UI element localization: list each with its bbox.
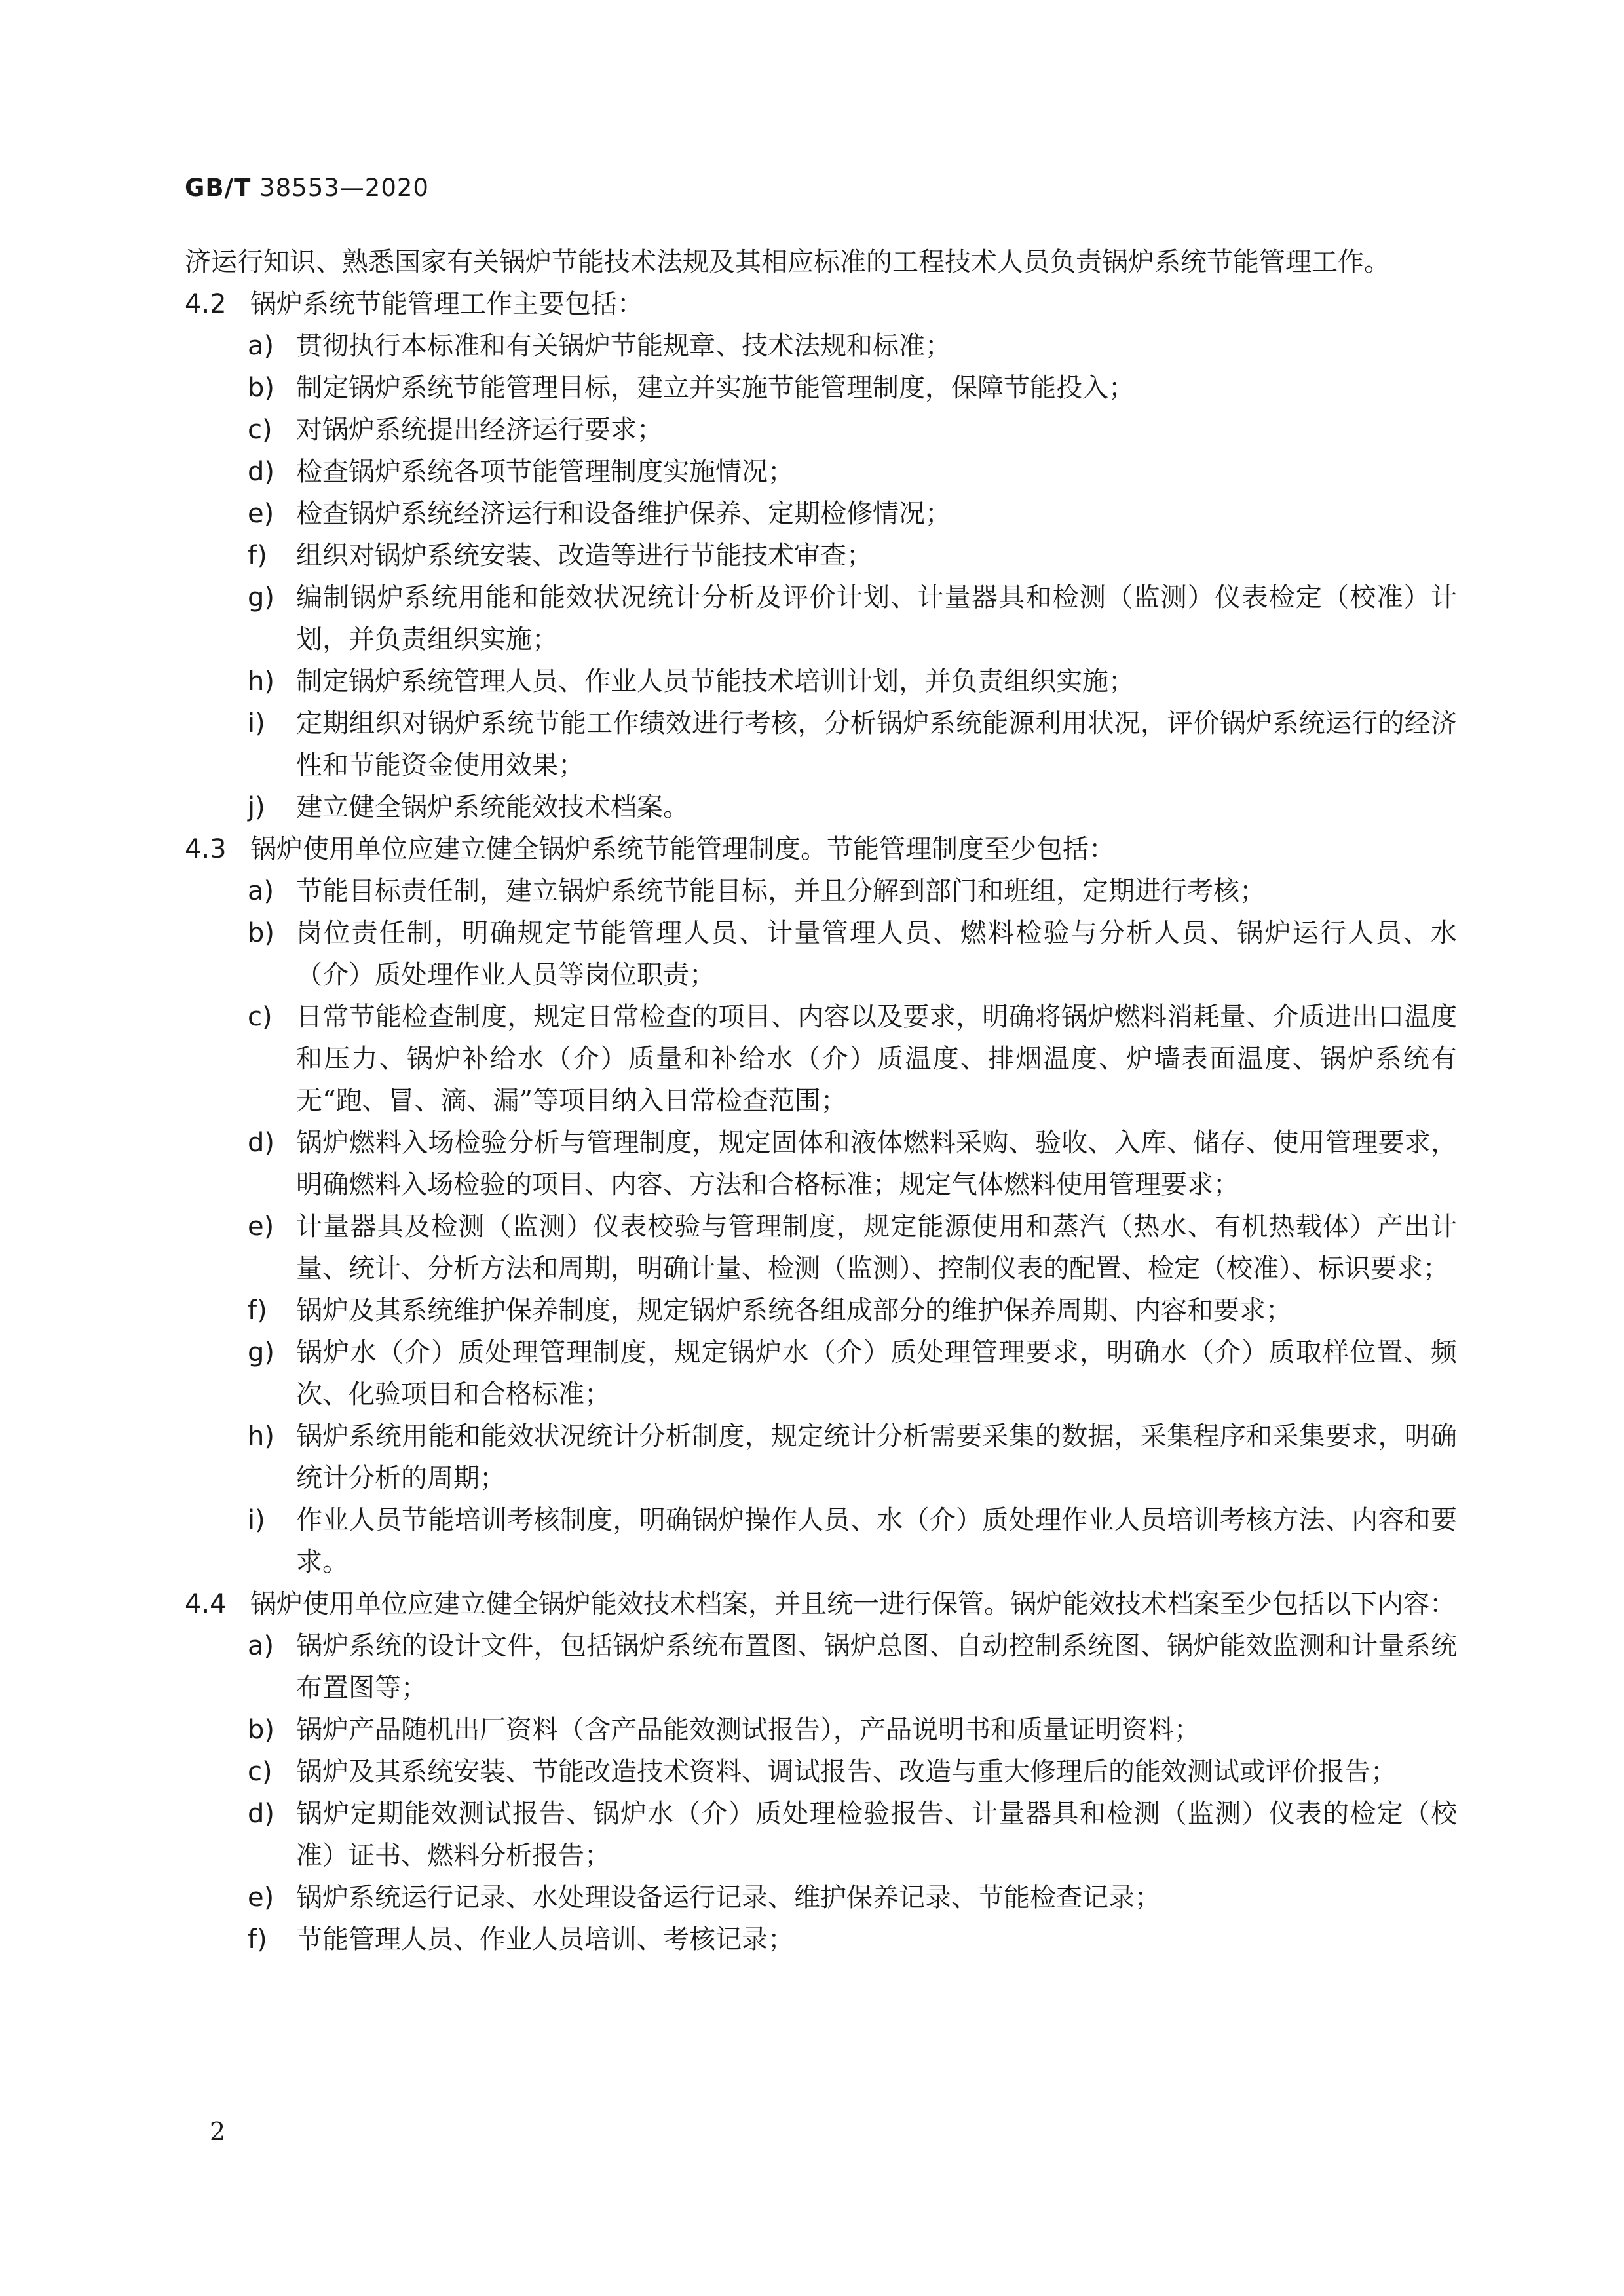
clause <box>185 1583 1457 1625</box>
list-item-label: a) <box>248 331 274 361</box>
list-item-text: 锅炉系统运行记录、水处理设备运行记录、维护保养记录、节能检查记录； <box>296 1883 1161 1913</box>
list-item <box>185 996 1457 1122</box>
list-item-text: 锅炉产品随机出厂资料（含产品能效测试报告），产品说明书和质量证明资料； <box>296 1715 1200 1745</box>
list-item <box>185 367 1457 409</box>
list-item-text: 岗位责任制，明确规定节能管理人员、计量管理人员、燃料检验与分析人员、锅炉运行人员、水（介）质处理作业人员等岗位职责； <box>296 918 1457 990</box>
list-item-label: i) <box>248 708 265 738</box>
list-item <box>185 1122 1457 1206</box>
standard-number: 38553—2020 <box>259 174 429 202</box>
list-item <box>185 409 1457 451</box>
clause <box>185 283 1457 325</box>
list-item <box>185 660 1457 702</box>
list-item <box>185 1877 1457 1919</box>
list-item <box>185 1919 1457 1961</box>
section-4-3 <box>185 828 1457 1583</box>
list-item <box>185 702 1457 786</box>
list-item-text: 锅炉及其系统安装、节能改造技术资料、调试报告、改造与重大修理后的能效测试或评价报告； <box>296 1757 1397 1787</box>
list-item-text: 组织对锅炉系统安装、改造等进行节能技术审查； <box>296 541 873 571</box>
clause-number: 4.2 <box>185 289 227 319</box>
list-item-label: g) <box>248 583 274 613</box>
list-item-label: d) <box>248 457 274 487</box>
list-item-text: 作业人员节能培训考核制度，明确锅炉操作人员、水（介）质处理作业人员培训考核方法、内容和要求。 <box>296 1505 1457 1577</box>
list-item <box>185 1290 1457 1331</box>
standard-prefix: GB/T <box>185 174 252 202</box>
list-item-text: 检查锅炉系统各项节能管理制度实施情况； <box>296 457 794 487</box>
list-item-label: c) <box>248 1002 273 1032</box>
list-item-label: j) <box>248 792 265 822</box>
section-4-4 <box>185 1583 1457 1961</box>
list-item-label: g) <box>248 1337 274 1368</box>
list-item-text: 锅炉及其系统维护保养制度，规定锅炉系统各组成部分的维护保养周期、内容和要求； <box>296 1295 1292 1326</box>
list-item-label: d) <box>248 1128 274 1158</box>
list-item-label: b) <box>248 918 274 948</box>
list-item-label: f) <box>248 541 267 571</box>
list-item <box>185 325 1457 367</box>
list-item-label: h) <box>248 1421 274 1451</box>
list-item <box>185 1206 1457 1290</box>
list-item-label: a) <box>248 1631 274 1661</box>
list-item-text: 锅炉定期能效测试报告、锅炉水（介）质处理检验报告、计量器具和检测（监测）仪表的检定（校准）证书、燃料分析报告； <box>296 1799 1457 1871</box>
list-item-label: e) <box>248 1883 274 1913</box>
list-item-label: f) <box>248 1295 267 1326</box>
list-item <box>185 912 1457 996</box>
list-item <box>185 1625 1457 1709</box>
page-number: 2 <box>210 2117 226 2146</box>
list-item <box>185 1331 1457 1415</box>
list-item-label: b) <box>248 373 274 403</box>
list-item <box>185 1415 1457 1499</box>
list-item-text: 制定锅炉系统管理人员、作业人员节能技术培训计划，并负责组织实施； <box>296 666 1135 697</box>
list-item-label: c) <box>248 415 273 445</box>
list-item-label: e) <box>248 1212 274 1242</box>
list-item-text: 检查锅炉系统经济运行和设备维护保养、定期检修情况； <box>296 499 951 529</box>
list-item <box>185 535 1457 577</box>
list-item-text: 制定锅炉系统节能管理目标，建立并实施节能管理制度，保障节能投入； <box>296 373 1135 403</box>
list-item-text: 日常节能检查制度，规定日常检查的项目、内容以及要求，明确将锅炉燃料消耗量、介质进出口温度和压力、锅炉补给水（介）质量和补给水（介）质温度、排烟温度、炉墙表面温度、锅炉系统有无“跑、冒、滴、漏”等项目纳入日常检查范围； <box>296 1002 1457 1116</box>
list-item-label: c) <box>248 1757 273 1787</box>
list-item <box>185 1709 1457 1751</box>
list-item <box>185 577 1457 660</box>
list-item-text: 节能目标责任制，建立锅炉系统节能目标，并且分解到部门和班组，定期进行考核； <box>296 876 1266 906</box>
clause-number: 4.4 <box>185 1589 227 1619</box>
continued-paragraph: 济运行知识、熟悉国家有关锅炉节能技术法规及其相应标准的工程技术人员负责锅炉系统节能管理工作。 <box>185 247 1390 277</box>
list-item-label: i) <box>248 1505 265 1535</box>
clause-number: 4.3 <box>185 834 227 864</box>
list-item-text: 计量器具及检测（监测）仪表校验与管理制度，规定能源使用和蒸汽（热水、有机热载体）产出计量、统计、分析方法和周期，明确计量、检测（监测）、控制仪表的配置、检定（校准）、标识要求； <box>296 1212 1457 1284</box>
list-item-text: 锅炉系统用能和能效状况统计分析制度，规定统计分析需要采集的数据，采集程序和采集要求，明确统计分析的周期； <box>296 1421 1457 1493</box>
list-item-text: 编制锅炉系统用能和能效状况统计分析及评价计划、计量器具和检测（监测）仪表检定（校准）计划，并负责组织实施； <box>296 583 1457 655</box>
list-item <box>185 1499 1457 1583</box>
list-item-label: a) <box>248 876 274 906</box>
list-item-label: e) <box>248 499 274 529</box>
list-item <box>185 870 1457 912</box>
document-body <box>185 241 1457 1961</box>
standard-code <box>185 172 429 204</box>
list-item-text: 锅炉水（介）质处理管理制度，规定锅炉水（介）质处理管理要求，明确水（介）质取样位置、频次、化验项目和合格标准； <box>296 1337 1457 1409</box>
list-item-text: 对锅炉系统提出经济运行要求； <box>296 415 663 445</box>
list-item-text: 节能管理人员、作业人员培训、考核记录； <box>296 1924 794 1955</box>
clause <box>185 828 1457 870</box>
section-4-2 <box>185 283 1457 828</box>
list-item-text: 锅炉燃料入场检验分析与管理制度，规定固体和液体燃料采购、验收、入库、储存、使用管理要求，明确燃料入场检验的项目、内容、方法和合格标准；规定气体燃料使用管理要求； <box>296 1128 1457 1200</box>
list-item-label: h) <box>248 666 274 697</box>
list-item <box>185 1793 1457 1877</box>
list-item-label: f) <box>248 1924 267 1955</box>
list-item-label: b) <box>248 1715 274 1745</box>
list-item-label: d) <box>248 1799 274 1829</box>
clause-text: 锅炉系统节能管理工作主要包括： <box>250 289 643 319</box>
list-item-text: 建立健全锅炉系统能效技术档案。 <box>296 792 689 822</box>
list-item-text: 锅炉系统的设计文件，包括锅炉系统布置图、锅炉总图、自动控制系统图、锅炉能效监测和计量系统布置图等； <box>296 1631 1457 1703</box>
list-item <box>185 786 1457 828</box>
list-item <box>185 1751 1457 1793</box>
clause-text: 锅炉使用单位应建立健全锅炉系统节能管理制度。节能管理制度至少包括： <box>250 834 1115 864</box>
list-item-text: 贯彻执行本标准和有关锅炉节能规章、技术法规和标准； <box>296 331 951 361</box>
list-item <box>185 493 1457 535</box>
list-item-text: 定期组织对锅炉系统节能工作绩效进行考核，分析锅炉系统能源利用状况，评价锅炉系统运行的经济性和节能资金使用效果； <box>296 708 1457 780</box>
list-item <box>185 451 1457 493</box>
clause-text: 锅炉使用单位应建立健全锅炉能效技术档案，并且统一进行保管。锅炉能效技术档案至少包括以下内容： <box>250 1589 1456 1619</box>
